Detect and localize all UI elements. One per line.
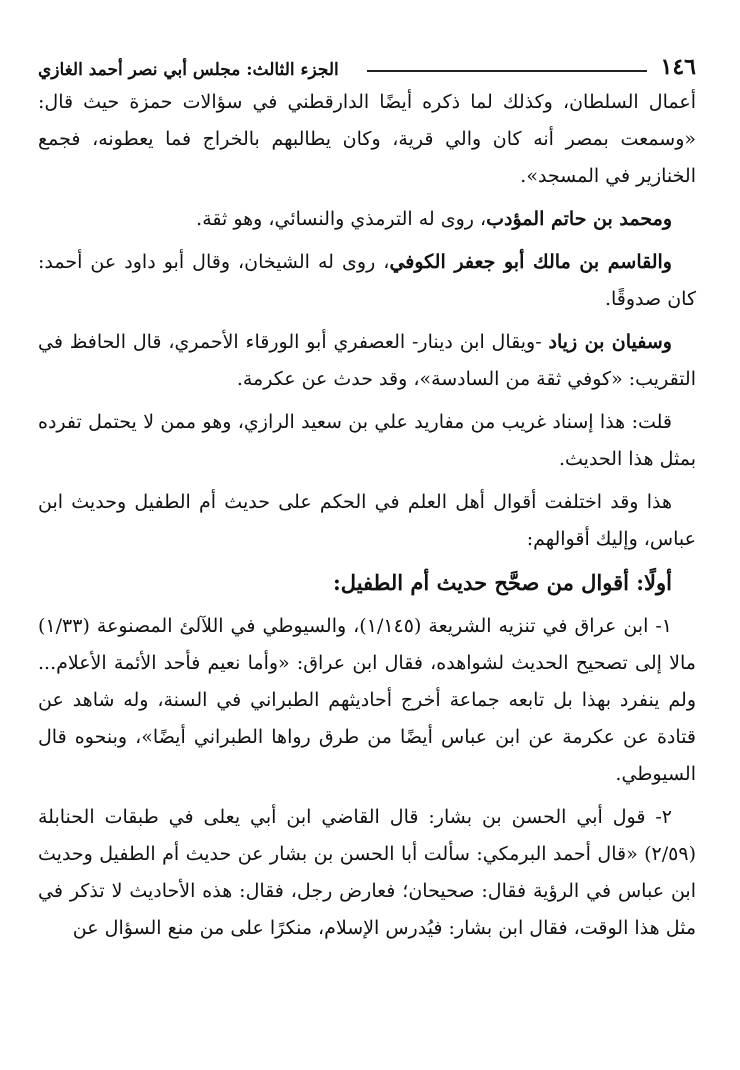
page-header xyxy=(38,44,696,80)
section-heading: أولًا: أقوال من صحَّح حديث أم الطفيل: xyxy=(333,570,672,595)
paragraph-text: -ويقال ابن دينار- العصفري أبو الورقاء الأحمري، قال الحافظ في التقريب: «كوفي ثقة من السادسة»، وقد حدث عن عكرمة. xyxy=(38,331,696,390)
list-item-2 xyxy=(38,799,696,947)
paragraph-2 xyxy=(38,201,696,238)
list-item-text: ١- ابن عراق في تنزيه الشريعة (١/١٤٥)، والسيوطي في اللآلئ المصنوعة (١/٣٣) مالا إلى تصحيح الحديث لشواهده، فقال ابن عراق: «وأما نعيم فأحد الأئمة الأعلام... ولم ينفرد بهذا بل تابعه جماعة أخرج أحاديثهم الطبراني في السنة، وله شاهد عن قتادة عن عكرمة عن ابن عباس أيضًا من طرق رواها الطبراني أيضًا»، وبنحوه قال السيوطي. xyxy=(38,615,696,785)
paragraph-6 xyxy=(38,484,696,558)
narrator-name: ومحمد بن حاتم المؤدب xyxy=(486,208,672,230)
paragraph-text: ، روى له الشيخان، وقال أبو داود عن أحمد: كان صدوقًا. xyxy=(38,251,696,310)
paragraph-text: أعمال السلطان، وكذلك لما ذكره أيضًا الدارقطني في سؤالات حمزة حيث قال: «وسمعت بمصر أنه كان والي قرية، وكان يطالبهم بالخراج فما يعطونه، فجمع الخنازير في المسجد». xyxy=(38,91,696,187)
paragraph-4 xyxy=(38,324,696,398)
list-item-1 xyxy=(38,608,696,793)
list-item-text: ٢- قول أبي الحسن بن بشار: قال القاضي ابن أبي يعلى في طبقات الحنابلة (٢/٥٩) «قال أحمد البرمكي: سألت أبا الحسن بن بشار عن حديث أم الطفيل وحديث ابن عباس في الرؤية فقال: صحيحان؛ فعارض رجل، فقال: هذه الأحاديث لا تذكر في مثل هذا الوقت، فقال ابن بشار: فيُدرس الإسلام، منكرًا على من منع السؤال عن xyxy=(38,806,696,939)
paragraph-5 xyxy=(38,404,696,478)
paragraph-text: هذا وقد اختلفت أقوال أهل العلم في الحكم على حديث أم الطفيل وحديث ابن عباس، وإليك أقوالهم: xyxy=(38,491,696,550)
paragraph-3 xyxy=(38,244,696,318)
narrator-name: وسفيان بن زياد xyxy=(548,331,672,353)
running-title: الجزء الثالث: مجلس أبي نصر أحمد الغازي xyxy=(38,60,339,80)
page-number: ١٤٦ xyxy=(660,54,696,80)
narrator-name: والقاسم بن مالك أبو جعفر الكوفي xyxy=(389,251,672,273)
paragraph-text: قلت: هذا إسناد غريب من مفاريد علي بن سعيد الرازي، وهو ممن لا يحتمل تفرده بمثل هذا الحديث. xyxy=(38,411,696,470)
header-rule xyxy=(367,70,647,72)
paragraph-1 xyxy=(38,84,696,195)
page-body xyxy=(38,84,696,947)
paragraph-text: ، روى له الترمذي والنسائي، وهو ثقة. xyxy=(196,208,487,230)
